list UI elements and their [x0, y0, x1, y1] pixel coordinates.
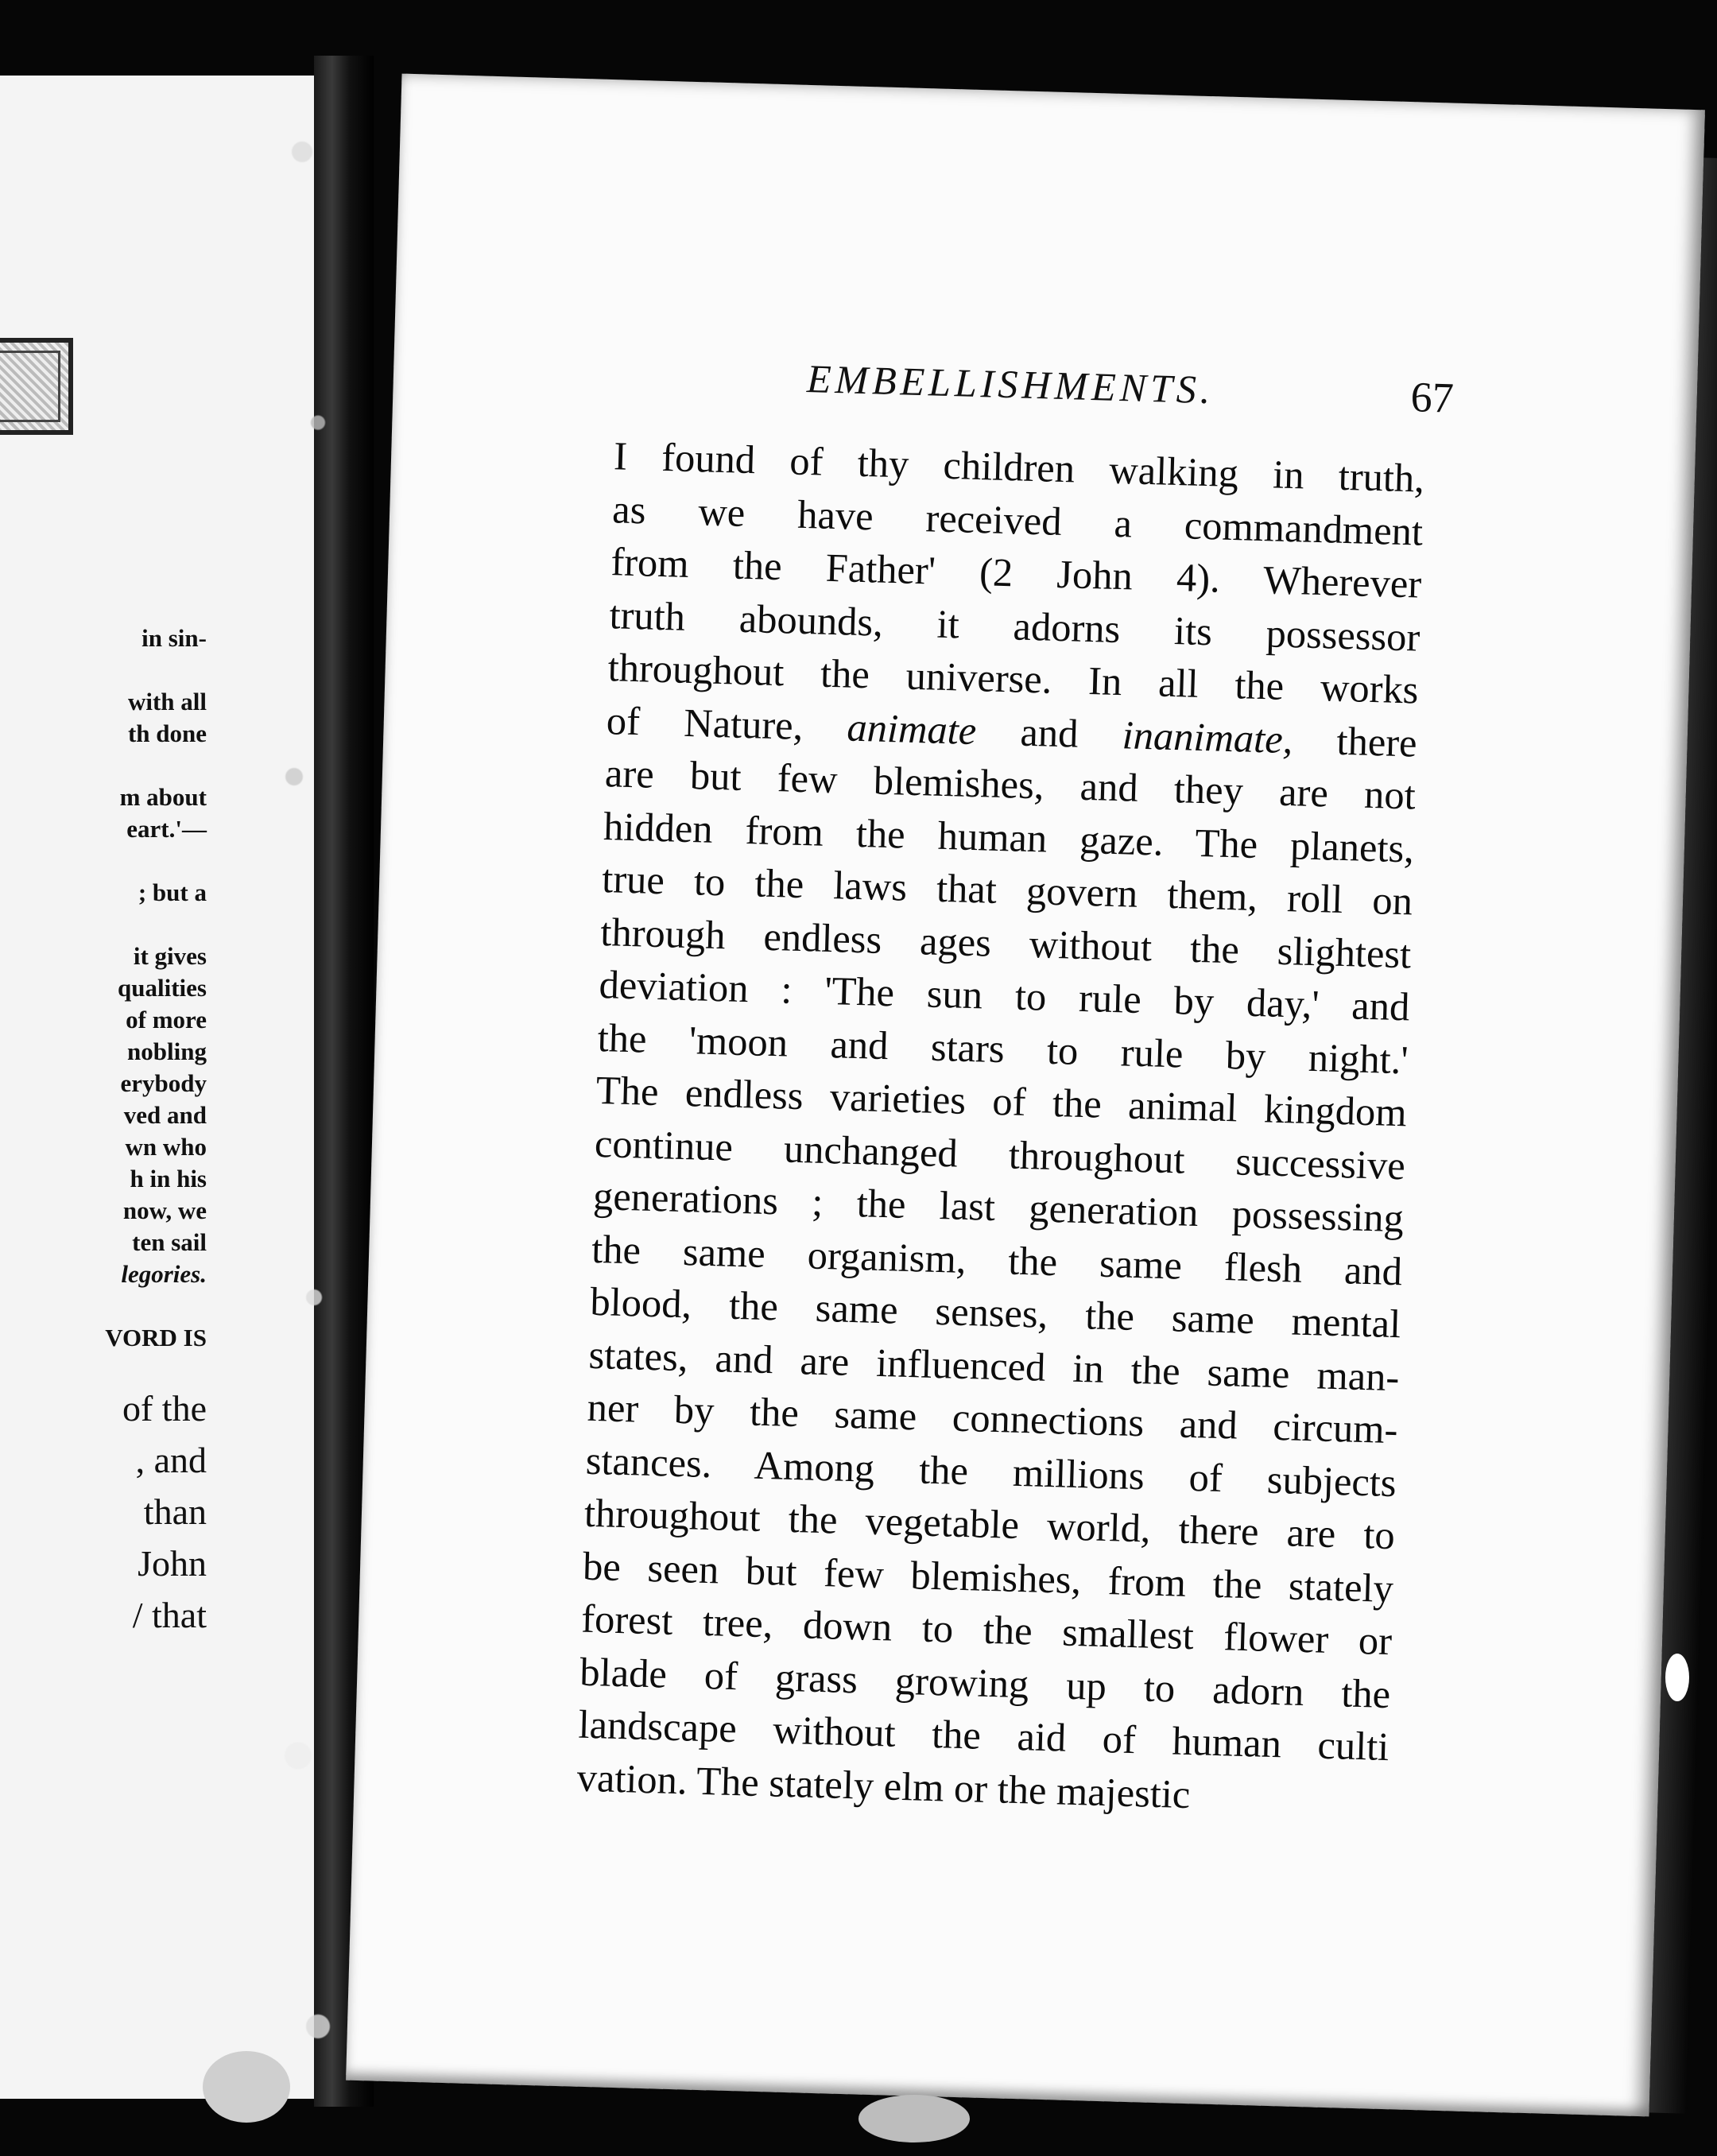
previous-page-line: of the: [122, 1388, 207, 1429]
previous-page-line: qualities: [118, 974, 207, 1002]
text-line: the same organism, the same flesh and: [591, 1226, 1403, 1293]
previous-page-line: it gives: [133, 942, 207, 970]
previous-page-line: ten sail: [132, 1228, 207, 1256]
text-line: deviation : 'The sun to rule by day,' and: [598, 961, 1411, 1030]
page-edge-shadow: [1649, 157, 1717, 2113]
text-line: throughout the universe. In all the works: [607, 645, 1420, 712]
previous-page-line: ved and: [123, 1101, 207, 1129]
previous-page-line: eart.'—: [126, 815, 207, 843]
previous-page-line: wn who: [125, 1133, 207, 1161]
text-line: hidden from the human gaze. The planets,: [603, 803, 1415, 871]
text-line: are but few blemishes, and they are not: [604, 750, 1417, 818]
scan-speck: [858, 2095, 970, 2142]
previous-page-line: / that: [132, 1595, 207, 1635]
text-line: from the Father' (2 John 4). Wherever: [610, 539, 1422, 607]
scan-speck: [1665, 1654, 1689, 1701]
previous-page-line: legories.: [121, 1260, 207, 1288]
previous-page: [0, 76, 314, 2099]
previous-page-line: than: [143, 1491, 207, 1532]
text-line: continue unchanged throughout successive: [594, 1120, 1406, 1188]
text-line: be seen but few blemishes, from the stately: [582, 1543, 1394, 1611]
text-line: vation. The stately elm or the majestic: [576, 1755, 1192, 1817]
text-line: states, and are influenced in the same man-: [587, 1332, 1401, 1399]
previous-page-line: m about: [119, 783, 207, 811]
text-line: ner by the same connections and circum-: [587, 1384, 1399, 1452]
text-line: throughout the vegetable world, there are to: [583, 1490, 1396, 1558]
text-line: true to the laws that govern them, roll on: [601, 856, 1413, 924]
previous-page-line: John: [138, 1543, 207, 1584]
text-line: the 'moon and stars to rule by night.': [597, 1014, 1409, 1082]
text-line: I found of thy children walking in truth,: [613, 433, 1425, 501]
current-page: [346, 74, 1705, 2117]
previous-page-line: now, we: [122, 1196, 207, 1224]
text-line: as we have received a commandment: [611, 486, 1424, 554]
text-line: stances. Among the millions of subjects: [585, 1437, 1397, 1505]
ornament-block: [0, 338, 73, 435]
previous-page-line: VORD IS: [105, 1324, 207, 1351]
running-title: EMBELLISHMENTS.: [806, 355, 1215, 413]
previous-page-line: ; but a: [138, 878, 207, 906]
running-head: [806, 355, 1603, 433]
text-line: through endless ages without the slightest: [599, 909, 1412, 976]
gutter-damage: [270, 48, 350, 2131]
previous-page-line: of more: [126, 1006, 207, 1033]
previous-page-line: erybody: [120, 1069, 207, 1097]
previous-page-line: in sin-: [141, 624, 207, 652]
scan-speck: [203, 2051, 290, 2123]
text-line: generations ; the last generation possessing: [592, 1173, 1405, 1241]
previous-page-line: th done: [127, 719, 207, 747]
text-line: The endless varieties of the animal kingdom: [595, 1067, 1408, 1135]
page-number: 67: [1409, 373, 1455, 422]
text-line: blood, the same senses, the same mental: [589, 1278, 1401, 1347]
text-line: landscape without the aid of human culti: [577, 1701, 1390, 1770]
previous-page-line: with all: [127, 688, 207, 715]
body-text: [576, 429, 1425, 1826]
previous-page-line: nobling: [127, 1037, 207, 1065]
text-line: forest tree, down to the smallest flower or: [580, 1596, 1393, 1664]
previous-page-line: , and: [135, 1440, 207, 1480]
previous-page-line: h in his: [130, 1165, 207, 1192]
text-line: blade of grass growing up to adorn the: [579, 1649, 1391, 1716]
text-line: truth abounds, it adorns its possessor: [608, 591, 1421, 660]
text-line: of Nature, animate and inanimate, there: [606, 697, 1418, 766]
